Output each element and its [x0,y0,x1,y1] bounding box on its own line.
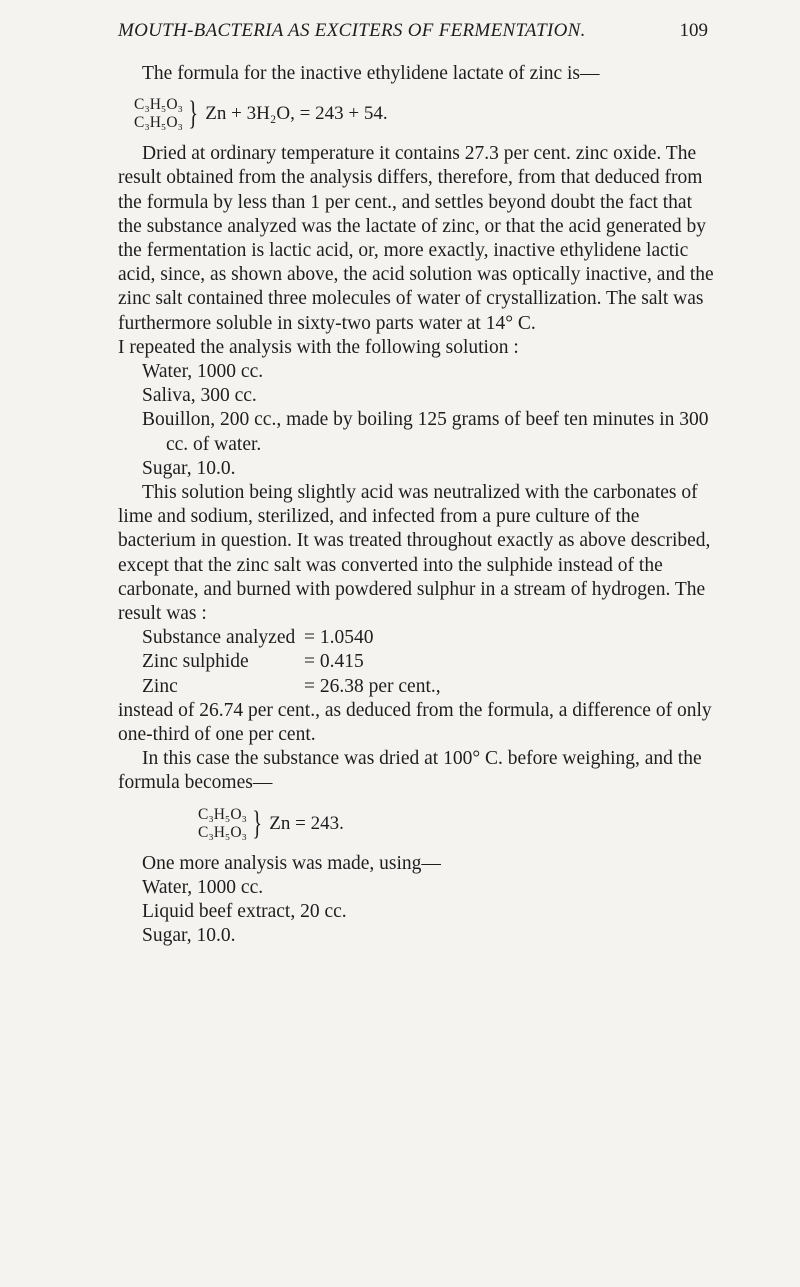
list-item: Water, 1000 cc. [142,361,264,383]
list-item: Liquid beef extract, 20 cc. [142,901,347,923]
formula-brace: } [188,95,198,133]
result-label: Zinc [142,675,178,697]
table-row [142,626,441,650]
results-table [142,626,441,699]
running-title: MOUTH-BACTERIA AS EXCITERS OF FERMENTATION. [118,20,586,41]
page-header [118,20,708,52]
page-body [118,62,718,949]
list-item: Sugar, 10.0. [142,925,236,947]
formula-top-radical: C₃H₅O₃ [134,96,183,114]
result-label: Substance analyzed [142,627,296,649]
list-item: Water, 1000 cc. [142,876,264,898]
formula-top-radical: C₃H₅O₃ [198,805,247,823]
result-value: = 26.38 per cent., [304,675,441,697]
paragraph-difference: instead of 26.74 per cent., as deduced from the formula, a difference of only one-third of one per cent. [118,699,712,746]
formula-hydrated-zinc-lactate [118,88,718,140]
solution-list-2 [118,876,718,949]
paragraph-procedure: This solution being slightly acid was neutralized with the carbonates of lime and sodium, sterilized, and infected from a pure culture of the bacterium in question. It was treated throughout exactly as above described, except that the zinc salt was converted into the sulphide instead of the carbonate, and burned with powdered sulphur in a stream of hydrogen. The result was : [118,482,711,625]
formula-brace: } [252,804,262,842]
formula-bottom-radical: C₃H₅O₃ [198,823,247,841]
list-item: Sugar, 10.0. [142,457,236,479]
page-number: 109 [679,20,708,41]
paragraph-analysis-result: Dried at ordinary temperature it contains 27.3 per cent. zinc oxide. The result obtained from the analysis differs, therefore, from that deduced from the formula by less than 1 per cent., and settles beyond doubt the fact that the substance analyzed was the lactate of zinc, or that the acid generated by the fermentation is lactic acid, or, more exactly, inactive ethylidene lactic acid, since, as shown above, the acid solution was optically inactive, and the zinc salt contained three molecules of water of crystallization. The salt was furthermore soluble in sixty-two parts water at 14° C. [118,143,714,334]
formula-stack [198,806,247,842]
formula-bottom-radical: C₃H₅O₃ [134,114,183,132]
result-label: Zinc sulphide [142,651,249,673]
paragraph-repeat-intro: I repeated the analysis with the following solution : [118,336,519,358]
result-value: = 1.0540 [304,627,374,649]
paragraph-drying: In this case the substance was dried at 100° C. before weighing, and the formula becomes— [118,748,702,794]
table-row [142,675,441,699]
formula-rhs: Zn = 243. [269,812,344,834]
formula-anhydrous-zinc-lactate [118,798,718,850]
table-row [142,650,441,674]
paragraph-final-intro: One more analysis was made, using— [142,852,441,874]
formula-rhs: Zn + 3H₂O, = 243 + 54. [205,103,388,125]
list-item: Saliva, 300 cc. [142,385,257,407]
solution-list-1 [118,360,718,481]
formula-stack [134,96,183,132]
paragraph-formula-intro: The formula for the inactive ethylidene lactate of zinc is— [142,63,600,84]
result-value: = 0.415 [304,651,364,673]
list-item: Bouillon, 200 cc., made by boiling 125 grams of beef ten minutes in 300 cc. of water. [142,409,709,455]
